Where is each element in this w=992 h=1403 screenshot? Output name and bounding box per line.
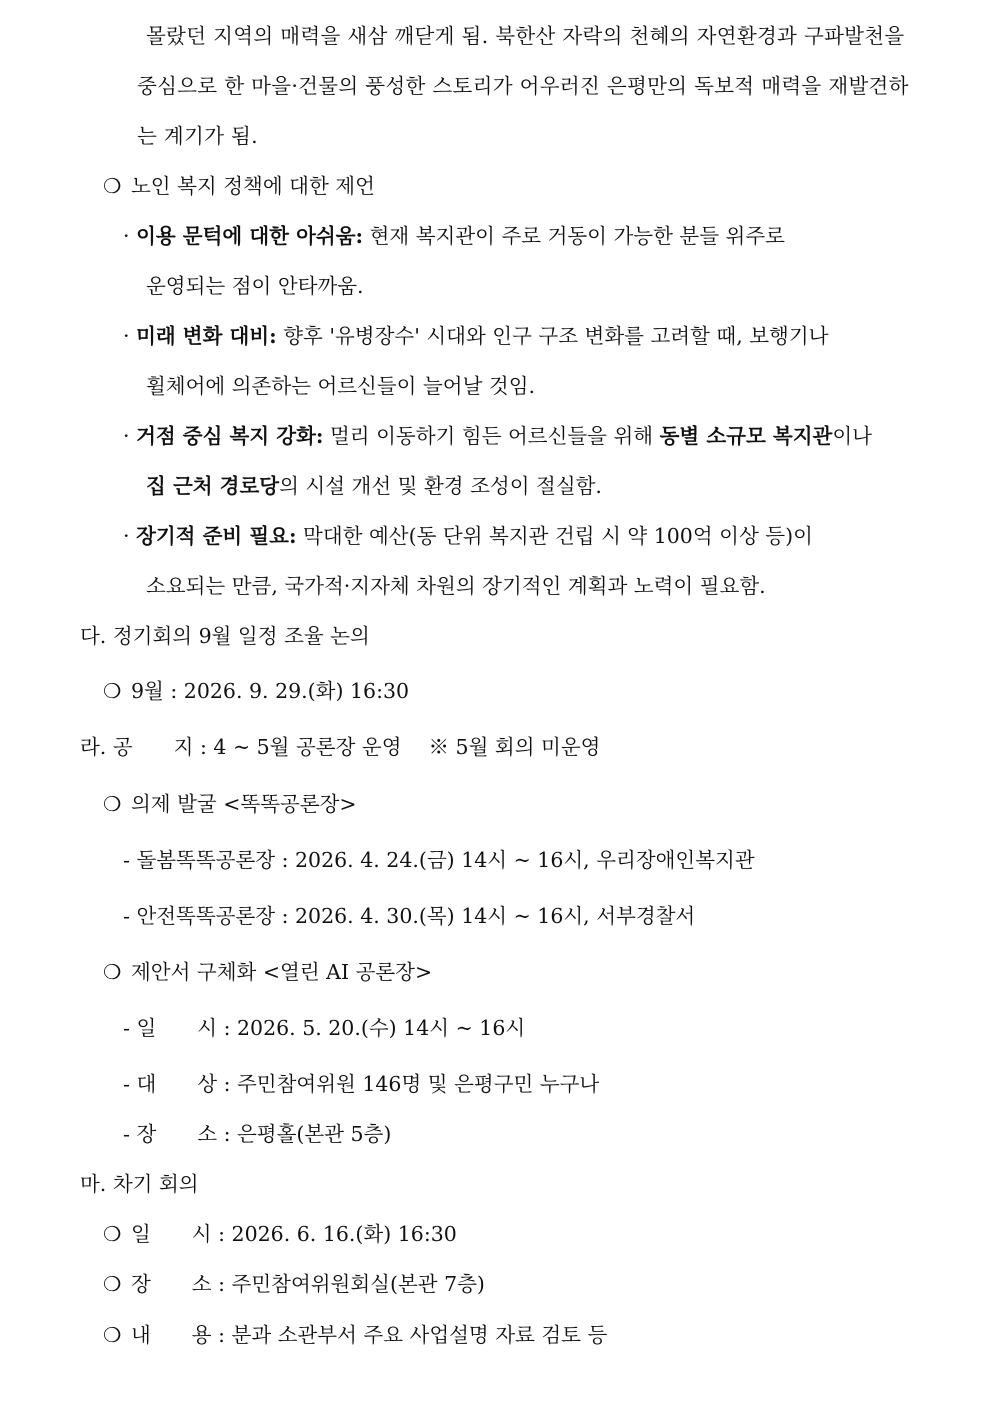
dot-bullet-icon: · [123, 224, 130, 248]
intro-line-2: 중심으로 한 마을·건물의 풍성한 스토리가 어우러진 은평만의 독보적 매력을 재발견하 [137, 74, 909, 98]
dot-bullet-icon: · [123, 424, 130, 448]
section-ra-sub1-item-1: - 돌봄똑똑공론장 : 2026. 4. 24.(금) 14시 ~ 16시, 우리장애인복지관 [123, 848, 755, 872]
welfare-item-2-cont: 휠체어에 의존하는 어르신들이 늘어날 것임. [146, 374, 536, 398]
circle-bullet-icon [103, 677, 121, 705]
section-ra-sub1-heading-text: 의제 발굴 <똑똑공론장> [131, 792, 357, 816]
section-da-heading: 다. 정기회의 9월 일정 조율 논의 [80, 624, 370, 648]
welfare-item-2-text: 향후 '유병장수' 시대와 인구 구조 변화를 고려할 때, 보행기나 [276, 324, 829, 348]
welfare-item-1-bold: 이용 문턱에 대한 아쉬움: [136, 224, 364, 248]
circle-bullet-icon [103, 790, 121, 818]
section-ra-sub1-item-2: - 안전똑똑공론장 : 2026. 4. 30.(목) 14시 ~ 16시, 서부경찰서 [123, 904, 696, 928]
welfare-heading-text: 노인 복지 정책에 대한 제언 [131, 174, 375, 198]
welfare-heading [103, 172, 375, 200]
section-ma-item-3 [103, 1321, 607, 1349]
welfare-item-3-cont-bold: 집 근처 경로당 [146, 474, 280, 498]
welfare-item-4-cont: 소요되는 만큼, 국가적·지자체 차원의 장기적인 계획과 노력이 필요함. [146, 574, 766, 598]
circle-bullet-icon [103, 958, 121, 986]
section-ra-sub2-item-1: - 일 시 : 2026. 5. 20.(수) 14시 ~ 16시 [123, 1016, 526, 1040]
section-ra-sub2-item-3: - 장 소 : 은평홀(본관 5층) [123, 1122, 392, 1146]
section-ra-sub1-heading [103, 790, 357, 818]
welfare-item-2-bold: 미래 변화 대비: [136, 324, 277, 348]
welfare-item-1-text: 현재 복지관이 주로 거동이 가능한 분들 위주로 [363, 224, 785, 248]
welfare-item-1 [123, 222, 785, 250]
circle-bullet-icon [103, 1270, 121, 1298]
section-ra-sub2-heading [103, 958, 432, 986]
welfare-item-1-cont: 운영되는 점이 안타까움. [146, 274, 364, 298]
welfare-item-3-text: 멀리 이동하기 힘든 어르신들을 위해 [323, 424, 660, 448]
circle-bullet-icon [103, 1321, 121, 1349]
circle-bullet-icon [103, 1220, 121, 1248]
intro-line-1: 몰랐던 지역의 매력을 새삼 깨닫게 됨. 북한산 자락의 천혜의 자연환경과 구파발천을 [146, 24, 905, 48]
section-ma-item-2 [103, 1270, 485, 1298]
section-ra-sub2-item-2: - 대 상 : 주민참여위원 146명 및 은평구민 누구나 [123, 1072, 600, 1096]
welfare-item-4-text: 막대한 예산(동 단위 복지관 건립 시 약 100억 이상 등)이 [296, 524, 813, 548]
welfare-item-3-bold2: 동별 소규모 복지관 [659, 424, 833, 448]
circle-bullet-icon [103, 172, 121, 200]
section-ma-item-1 [103, 1220, 457, 1248]
welfare-item-3-text2: 이나 [832, 424, 872, 448]
section-ma-item-3-text: 내 용 : 분과 소관부서 주요 사업설명 자료 검토 등 [131, 1323, 608, 1347]
section-da-item-text: 9월 : 2026. 9. 29.(화) 16:30 [131, 679, 410, 703]
section-ra-heading: 라. 공 지 : 4 ~ 5월 공론장 운영 ※ 5월 회의 미운영 [80, 735, 601, 759]
section-ma-item-1-text: 일 시 : 2026. 6. 16.(화) 16:30 [131, 1222, 457, 1246]
welfare-item-2 [123, 322, 828, 350]
welfare-item-4-bold: 장기적 준비 필요: [136, 524, 297, 548]
section-ma-item-2-text: 장 소 : 주민참여위원회실(본관 7층) [131, 1272, 485, 1296]
section-ra-sub2-heading-text: 제안서 구체화 <열린 AI 공론장> [131, 960, 433, 984]
intro-line-3: 는 계기가 됨. [137, 124, 258, 148]
welfare-item-3-cont-line [146, 472, 602, 500]
section-ma-heading: 마. 차기 회의 [80, 1172, 199, 1196]
welfare-item-3-cont: 의 시설 개선 및 환경 조성이 절실함. [279, 474, 602, 498]
dot-bullet-icon: · [123, 524, 130, 548]
welfare-item-3 [123, 422, 872, 450]
section-da-item [103, 677, 409, 705]
welfare-item-3-bold: 거점 중심 복지 강화: [136, 424, 324, 448]
dot-bullet-icon: · [123, 324, 130, 348]
welfare-item-4 [123, 522, 813, 550]
